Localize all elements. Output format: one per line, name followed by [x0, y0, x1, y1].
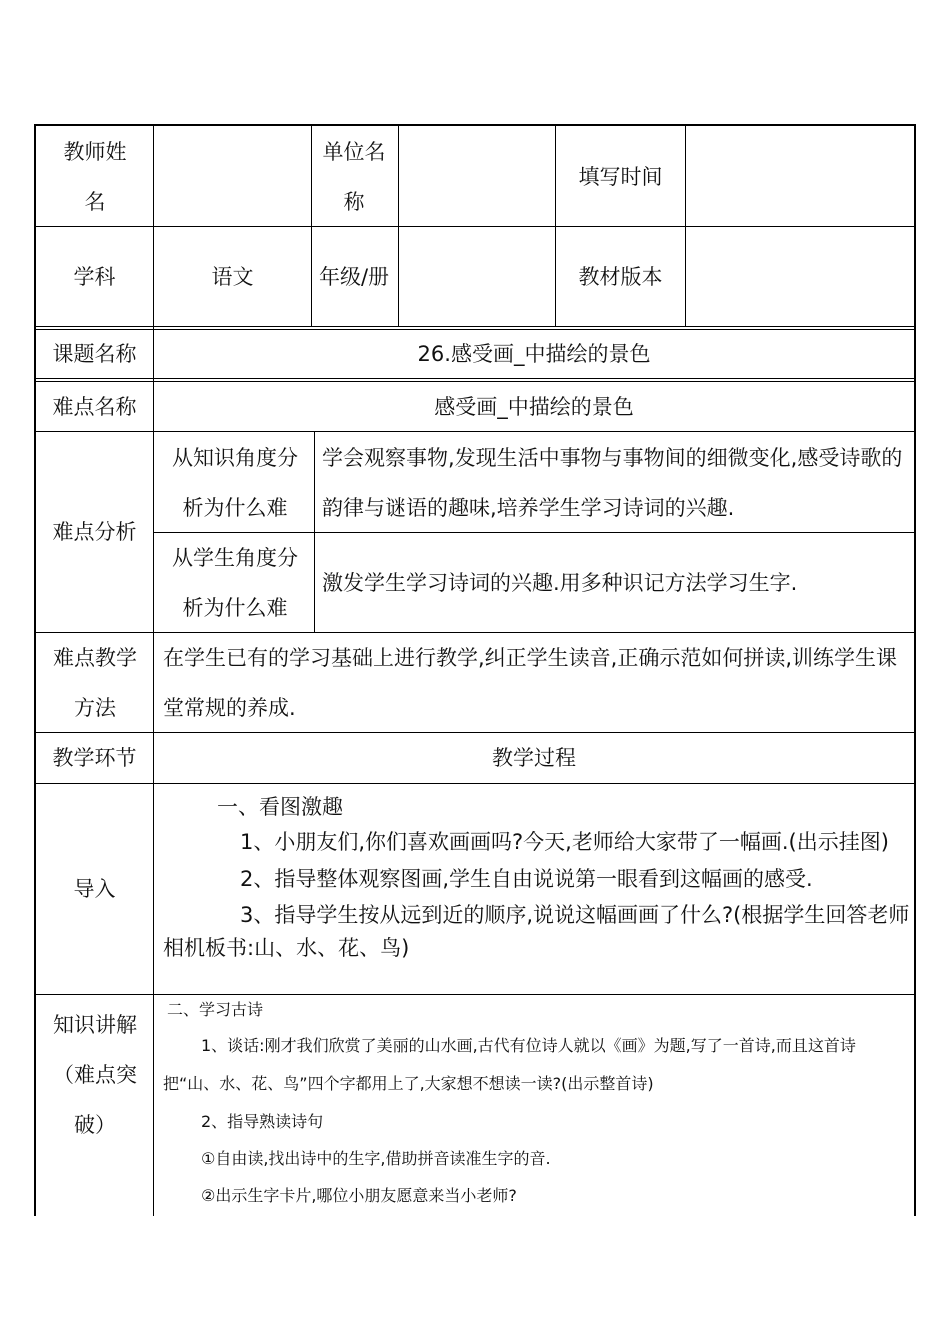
difficulty-label: 难点名称	[52, 394, 137, 419]
knowledge-section-label: 知识讲解（难点突破）	[53, 1013, 137, 1137]
knowledge-item-2: 2、指导熟读诗句	[201, 1112, 324, 1131]
knowledge-angle-text: 学会观察事物,发现生活中事物与事物间的细微变化,感受诗歌的韵律与谜语的趣味,培养学生学习诗词的兴趣.	[322, 445, 903, 520]
teacher-name-label: 教师姓名	[63, 140, 127, 214]
subject-value: 语文	[211, 264, 254, 289]
knowledge-item-4: ②出示生字卡片,哪位小朋友愿意来当小老师?	[201, 1186, 517, 1205]
topic-value: 26.感受画_中描绘的景色	[417, 342, 651, 366]
student-angle-text: 激发学生学习诗词的兴趣.用多种识记方法学习生字.	[322, 570, 798, 595]
analysis-label: 难点分析	[52, 520, 137, 544]
subject-label: 学科	[73, 264, 116, 289]
row-divider	[34, 994, 916, 995]
textbook-version-label: 教材版本	[578, 264, 663, 289]
grade-label: 年级/册	[318, 265, 390, 289]
student-angle-label: 从学生角度分析为什么难	[172, 546, 298, 620]
column-divider	[311, 126, 312, 327]
intro-content	[163, 789, 910, 994]
knowledge-item-3: ①自由读,找出诗中的生字,借助拼音读准生字的音.	[201, 1149, 551, 1168]
knowledge-angle-label: 从知识角度分析为什么难	[172, 446, 298, 520]
unit-name-value[interactable]	[399, 127, 555, 226]
knowledge-item-1: 1、谈话:刚才我们欣赏了美丽的山水画,古代有位诗人就以《画》为题,写了一首诗,而且这首诗把“山、水、花、鸟”四个字都用上了,大家想不想读一读?(出示整首诗)	[163, 1036, 856, 1093]
teacher-name-value[interactable]	[154, 127, 311, 226]
column-divider	[314, 431, 315, 632]
intro-item-3: 3、指导学生按从远到近的顺序,说说这幅画画了什么?(根据学生回答老师相机板书:山、水、花、鸟)	[163, 903, 910, 960]
stage-header-label: 教学环节	[52, 746, 137, 770]
difficulty-value: 感受画_中描绘的景色	[434, 394, 634, 419]
knowledge-heading: 二、学习古诗	[167, 1000, 264, 1019]
intro-heading: 一、看图激趣	[217, 795, 343, 819]
table-border-right	[914, 124, 916, 1216]
unit-name-label: 单位名称	[322, 140, 386, 214]
intro-item-2: 2、指导整体观察图画,学生自由说说第一眼看到这幅画的感受.	[240, 867, 813, 891]
table-border-top	[34, 124, 916, 126]
textbook-version-value[interactable]	[686, 227, 914, 326]
method-label: 难点教学方法	[53, 646, 137, 720]
fill-time-value[interactable]	[686, 127, 914, 226]
row-divider	[34, 783, 916, 784]
intro-item-1: 1、小朋友们,你们喜欢画画吗?今天,老师给大家带了一幅画.(出示挂图)	[240, 830, 889, 854]
method-text: 在学生已有的学习基础上进行教学,纠正学生读音,正确示范如何拼读,训练学生课堂常规的养成.	[163, 645, 898, 720]
intro-label: 导入	[73, 877, 116, 901]
process-header-label: 教学过程	[492, 746, 576, 770]
row-divider	[34, 326, 916, 327]
topic-label: 课题名称	[52, 342, 137, 366]
fill-time-label: 填写时间	[578, 164, 663, 189]
grade-value[interactable]	[399, 227, 555, 326]
knowledge-content	[163, 996, 910, 1214]
